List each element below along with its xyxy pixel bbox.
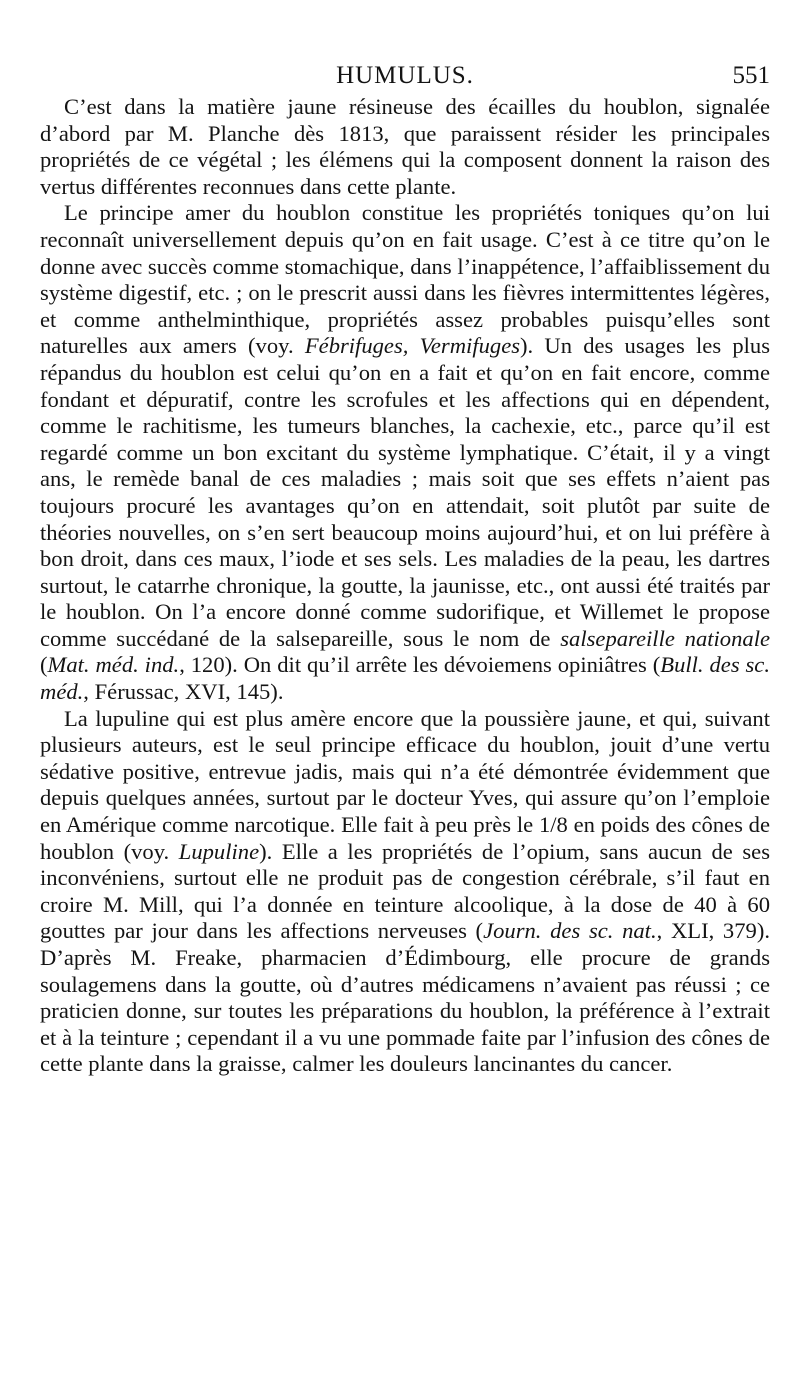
italic-text-run: Lupuline bbox=[178, 838, 260, 864]
text-run: ( bbox=[40, 652, 48, 678]
text-run: ). Elle a les propriétés de l’opium, sans aucun de ses inconvéniens, surtout elle ne produit pas de congestion cérébrale, s’il faut en croire M. Mill, qui l’a donnée en teinture alcoolique, à la dose de 40 à 60 gouttes par jour dans les affections nerveuses ( bbox=[40, 838, 770, 944]
text-run: C’est dans la matière jaune résineuse des écailles du houblon, signalée d’abord par M. Planche dès 1813, que paraissent résider les principales propriétés de ce végétal ; les élémens qui la composent donnent la raison des vertus différentes reconnues dans cette plante. bbox=[40, 94, 770, 199]
text-run: , XLI, 379). D’après M. Freake, pharmacien d’Édimbourg, elle procure de grands soulagemens dans la goutte, où d’autres médicamens n’avaient pas réussi ; ce praticien donne, sur toutes les préparations du houblon, la préférence à l’extrait et à la teinture ; cependant il a vu une pommade faite par l’infusion des cônes de cette plante dans la graisse, calmer les douleurs lancinantes du cancer. bbox=[40, 918, 770, 1077]
text-run: , Férussac, XVI, 145). bbox=[83, 679, 284, 705]
page-number: 551 bbox=[732, 62, 770, 89]
italic-text-run: Journ. des sc. nat. bbox=[483, 918, 657, 944]
text-run: ). Un des usages les plus répandus du houblon est celui qu’on en a fait et qu’on en fait encore, comme fondant et dépuratif, contre les scrofules et les affections qui en dépendent, comme le rachitisme, les tumeurs blanches, la cachexie, etc., parce qu’il est regardé comme un bon excitant du système lymphatique. C’était, il y a vingt ans, le remède banal de ces maladies ; mais soit que ses effets n’aient pas toujours procuré les avantages qu’on en attendait, soit plutôt par suite de théories nouvelles, on s’en sert beaucoup moins aujourd’hui, et on lui préfère à bon droit, dans ces maux, l’iode et ses sels. Les maladies de la peau, les dartres surtout, le catarrhe chronique, la goutte, la jaunisse, etc., ont aussi été traités par le houblon. On l’a encore donné comme sudorifique, et Willemet le propose comme succédané de la salsepareille, sous le nom de bbox=[40, 333, 770, 651]
running-head bbox=[40, 62, 770, 94]
paragraph bbox=[40, 706, 770, 1078]
paragraph bbox=[40, 94, 770, 200]
text-run: , 120). On dit qu’il arrête les dévoiemens opiniâtres ( bbox=[179, 652, 661, 678]
italic-text-run: Bull. des sc. méd. bbox=[40, 652, 770, 705]
italic-text-run: salsepareille nationale bbox=[560, 625, 770, 651]
italic-text-run: Mat. méd. ind. bbox=[47, 652, 180, 678]
italic-text-run: Fébrifuges, Vermifuges bbox=[304, 333, 521, 359]
body-text bbox=[40, 94, 770, 1078]
text-run: La lupuline qui est plus amère encore que la poussière jaune, et qui, suivant plusieurs auteurs, est le seul principe efficace du houblon, jouit d’une vertu sédative positive, entrevue jadis, mais qui n’a été démontrée évidemment que depuis quelques années, surtout par le docteur Yves, qui assure qu’on l’emploie en Amérique comme narcotique. Elle fait à peu près le 1/8 en poids des cônes de houblon (voy. bbox=[40, 705, 770, 864]
paragraph bbox=[40, 200, 770, 705]
running-title: HUMULUS. bbox=[336, 62, 474, 89]
text-run: Le principe amer du houblon constitue les propriétés toniques qu’on lui reconnaît universellement depuis qu’on en fait usage. C’est à ce titre qu’on le donne avec succès comme stomachique, dans l’inappétence, l’affaiblissement du système digestif, etc. ; on le prescrit aussi dans les fièvres intermittentes légères, et comme anthelminthique, propriétés assez probables puisqu’elles sont naturelles aux amers (voy. bbox=[40, 200, 770, 359]
